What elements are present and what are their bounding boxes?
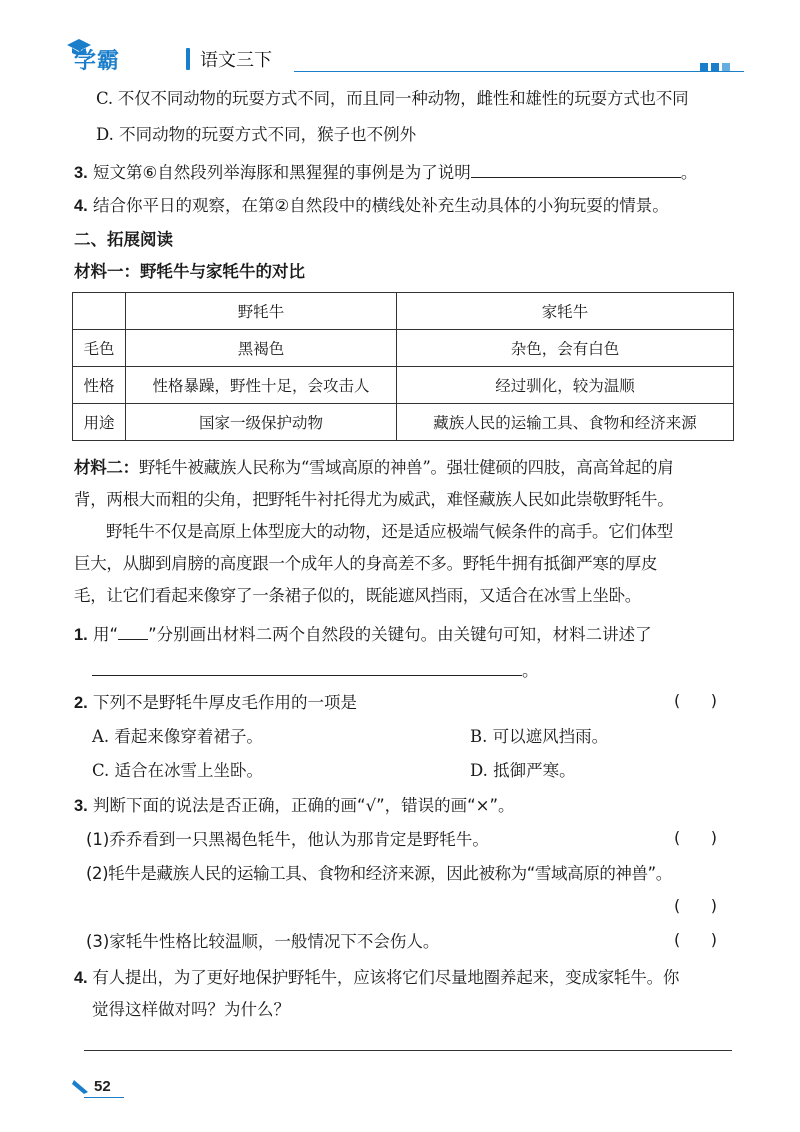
question-4: 4. 结合你平日的观察，在第②自然段中的横线处补充生动具体的小狗玩耍的情景。 <box>74 196 669 215</box>
material-2-paragraph-1-line-1: 材料二：野牦牛被藏族人民称为“雪域高原的神兽”。强壮健硕的四肢，高高耸起的肩 <box>74 458 674 477</box>
page-number: 52 <box>94 1078 111 1095</box>
table-header-wild: 野牦牛 <box>126 293 397 330</box>
page-header <box>64 38 740 78</box>
table-cell <box>73 293 126 330</box>
header-squares-decoration <box>700 56 733 75</box>
question-4b-line-2: 觉得这样做对吗？为什么？ <box>92 1000 290 1019</box>
material-1-title: 材料一：野牦牛与家牦牛的对比 <box>74 262 305 281</box>
table-cell: 性格 <box>73 367 126 404</box>
material-2-paragraph-2-line-1: 野牦牛不仅是高原上体型庞大的动物，还是适应极端气候条件的高手。它们体型 <box>106 522 674 541</box>
subject-title: 语文三下 <box>200 50 272 71</box>
option-a: A. 看起来像穿着裙子。 <box>92 727 263 746</box>
answer-bracket[interactable]: ( ) <box>674 828 717 847</box>
underline-sample <box>118 621 148 640</box>
question-2: 2. 下列不是野牦牛厚皮毛作用的一项是 <box>74 693 358 712</box>
option-c: C. 适合在冰雪上坐卧。 <box>92 761 264 780</box>
comparison-table <box>72 292 734 441</box>
question-4b-line-1: 4. 有人提出，为了更好地保护野牦牛，应该将它们尽量地圈养起来，变成家牦牛。你 <box>74 968 680 987</box>
answer-writing-line[interactable] <box>84 1050 732 1051</box>
material-2-paragraph-2-line-3: 毛，让它们看起来像穿了一条裙子似的，既能遮风挡雨，又适合在冰雪上坐卧。 <box>74 586 642 605</box>
footer-rule <box>84 1097 124 1098</box>
answer-bracket[interactable]: ( ) <box>674 896 717 915</box>
question-3: 3. 短文第⑥自然段列举海豚和黑猩猩的事例是为了说明 。 <box>74 159 697 185</box>
table-header-domestic: 家牦牛 <box>397 293 734 330</box>
question-1: 1. 用“ ”分别画出材料二两个自然段的关键句。由关键句可知，材料二讲述了 <box>74 621 652 647</box>
material-2-paragraph-2-line-2: 巨大，从脚到肩膀的高度跟一个成年人的身高差不多。野牦牛拥有抵御严寒的厚皮 <box>74 554 658 573</box>
table-cell: 藏族人民的运输工具、食物和经济来源 <box>397 404 734 441</box>
statement-2: (2)牦牛是藏族人民的运输工具、食物和经济来源，因此被称为“雪域高原的神兽”。 <box>86 864 672 883</box>
section-title: 二、拓展阅读 <box>74 230 173 249</box>
answer-bracket[interactable]: ( ) <box>674 691 717 710</box>
question-1-answer-line: 。 <box>92 657 539 683</box>
question-4-text: 结合你平日的观察，在第②自然段中的横线处补充生动具体的小狗玩耍的情景。 <box>93 196 669 215</box>
answer-blank[interactable] <box>471 159 681 178</box>
answer-blank[interactable] <box>92 657 522 676</box>
table-row <box>73 404 734 441</box>
question-3b: 3. 判断下面的说法是否正确，正确的画“√”，错误的画“×”。 <box>74 796 515 815</box>
table-cell: 经过驯化，较为温顺 <box>397 367 734 404</box>
table-cell: 国家一级保护动物 <box>126 404 397 441</box>
table-cell: 用途 <box>73 404 126 441</box>
option-c: C. 不仅不同动物的玩耍方式不同，而且同一种动物，雌性和雄性的玩耍方式也不同 <box>96 89 689 108</box>
material-2-label: 材料二： <box>74 458 139 477</box>
table-cell: 性格暴躁，野性十足，会攻击人 <box>126 367 397 404</box>
pen-icon <box>72 1076 92 1096</box>
table-cell: 黑褐色 <box>126 330 397 367</box>
table-cell: 毛色 <box>73 330 126 367</box>
option-d: D. 抵御严寒。 <box>470 761 576 780</box>
table-row <box>73 367 734 404</box>
header-divider <box>186 48 190 70</box>
header-rule <box>294 71 744 72</box>
material-2-paragraph-1-line-2: 背，两根大而粗的尖角，把野牦牛衬托得尤为威武，难怪藏族人民如此崇敬野牦牛。 <box>74 490 674 509</box>
question-3-text: 短文第⑥自然段列举海豚和黑猩猩的事例是为了说明 <box>93 163 471 182</box>
option-d: D. 不同动物的玩耍方式不同，猴子也不例外 <box>96 125 417 144</box>
statement-3: (3)家牦牛性格比较温顺，一般情况下不会伤人。 <box>86 932 440 951</box>
table-header-row <box>73 293 734 330</box>
brand-logo: 学霸 <box>74 49 121 74</box>
statement-1: (1)乔乔看到一只黑褐色牦牛，他认为那肯定是野牦牛。 <box>86 830 489 849</box>
option-b: B. 可以遮风挡雨。 <box>470 727 609 746</box>
answer-bracket[interactable]: ( ) <box>674 930 717 949</box>
table-cell: 杂色，会有白色 <box>397 330 734 367</box>
table-row <box>73 330 734 367</box>
